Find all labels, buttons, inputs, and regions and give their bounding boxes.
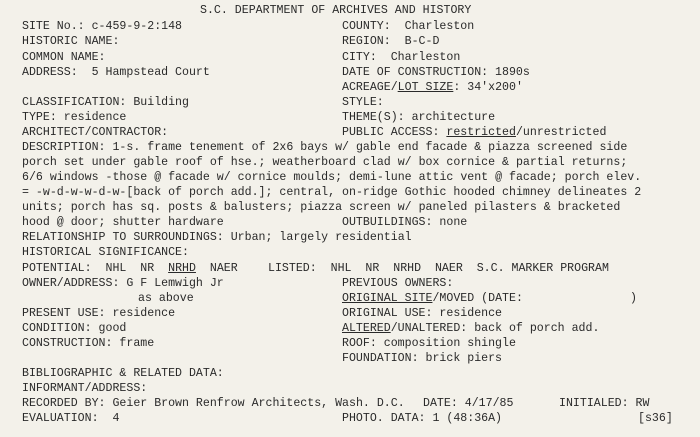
original-site-moved [342,292,523,305]
acreage-label: ACREAGE/ [342,81,398,94]
listed: LISTED: NHL NR NRHD NAER S.C. MARKER PROGRAM [268,262,609,275]
roof: ROOF: composition shingle [342,337,516,350]
common-name: COMMON NAME: [22,51,106,64]
public-access-label: PUBLIC ACCESS: [342,126,447,139]
recorded-date: DATE: 4/17/85 [423,397,514,410]
construction: CONSTRUCTION: frame [22,337,155,350]
type: TYPE: residence [22,111,127,124]
moved-close-paren: ) [630,292,637,305]
informant-address: INFORMANT/ADDRESS: [22,382,148,395]
description-line: hood @ door; shutter hardware [22,216,224,229]
relationship-to-surroundings: RELATIONSHIP TO SURROUNDINGS: Urban; largely residential [22,231,412,244]
evaluation: EVALUATION: 4 [22,412,120,425]
address: ADDRESS: 5 Hampstead Court [22,66,210,79]
unaltered-label: /UNALTERED: back of porch add. [390,322,600,335]
foundation: FOUNDATION: brick piers [342,352,503,365]
photo-data: PHOTO. DATA: 1 (48:36A) [342,412,503,425]
historical-significance-heading: HISTORICAL SIGNIFICANCE: [22,246,189,259]
site-number: SITE No.: c-459-9-2:148 [22,20,183,33]
restricted-label: restricted [446,126,516,139]
nrhd-label: NRHD [168,262,196,275]
present-use: PRESENT USE: residence [22,307,176,320]
public-access [342,126,606,139]
style: STYLE: [342,96,384,109]
altered-label: ALTERED [342,322,391,335]
classification: CLASSIFICATION: Building [22,96,189,109]
date-of-construction: DATE OF CONSTRUCTION: 1890s [342,66,530,79]
moved-label: /MOVED (DATE: [432,292,523,305]
altered-unaltered [342,322,599,335]
original-site-label: ORIGINAL SITE [342,292,433,305]
potential-prefix: POTENTIAL: NHL NR [22,262,169,275]
outbuildings: OUTBUILDINGS: none [342,216,468,229]
owner-address: OWNER/ADDRESS: G F Lemwigh Jr [22,277,224,290]
city: CITY: Charleston [342,51,461,64]
form-title: S.C. DEPARTMENT OF ARCHIVES AND HISTORY [200,4,472,17]
lot-size-label: LOT SIZE [397,81,454,94]
description-line: units; porch has sq. posts & balusters; piazza screen w/ paneled pilasters & bracketed [22,201,621,214]
condition: CONDITION: good [22,322,127,335]
description-line: porch set under gable roof of hse.; weatherboard clad w/ box cornice & partial returns; [22,156,628,169]
recorded-by: RECORDED BY: Geier Brown Renfrow Architects, Wash. D.C. [22,397,405,410]
architect-contractor: ARCHITECT/CONTRACTOR: [22,126,169,139]
owner-address-line2: as above [138,292,194,305]
description-line: 6/6 windows -those @ facade w/ cornice moulds; demi-lune attic vent @ facade; porch elev. [22,171,642,184]
region: REGION: B-C-D [342,35,440,48]
initialed: INITIALED: RW [559,397,650,410]
description-line: = -w-d-w-w-d-w-[back of porch add.]; central, on-ridge Gothic hooded chimney delineates 2 [22,186,642,199]
potential-suffix: NAER [195,262,238,275]
unrestricted-label: /unrestricted [515,126,607,139]
previous-owners: PREVIOUS OWNERS: [342,277,454,290]
potential [22,262,238,275]
historic-name: HISTORIC NAME: [22,35,120,48]
acreage-value: : 34'x200' [453,81,523,94]
original-use: ORIGINAL USE: residence [342,307,503,320]
themes: THEME(S): architecture [342,111,496,124]
description-line: DESCRIPTION: 1-s. frame tenement of 2x6 bays w/ gable end facade & piazza screened side [22,141,628,154]
acreage-lot-size [342,81,523,94]
bibliographic-data: BIBLIOGRAPHIC & RELATED DATA: [22,367,224,380]
county: COUNTY: Charleston [342,20,475,33]
form-code: [s36] [638,412,673,425]
